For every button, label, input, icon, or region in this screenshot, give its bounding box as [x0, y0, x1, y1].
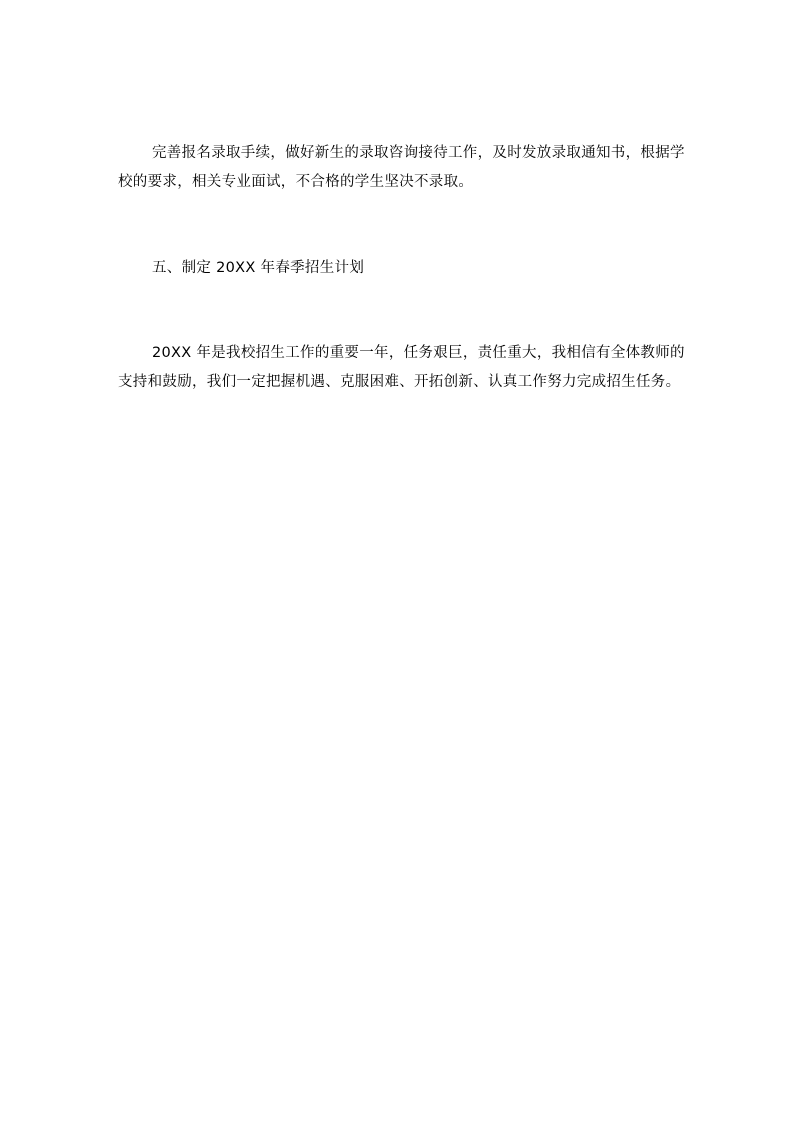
paragraph-enrollment-procedures: 完善报名录取手续，做好新生的录取咨询接待工作，及时发放录取通知书，根据学校的要求，相关专业面试，不合格的学生坚决不录取。 — [118, 145, 685, 190]
section-heading-spring-plan: 五、制定 20XX 年春季招生计划 — [152, 260, 365, 276]
paragraph-year-goals: 20XX 年是我校招生工作的重要一年，任务艰巨，责任重大，我相信有全体教师的支持和鼓励，我们一定把握机遇、克服困难、开拓创新、认真工作努力完成招生任务。 — [118, 345, 685, 390]
